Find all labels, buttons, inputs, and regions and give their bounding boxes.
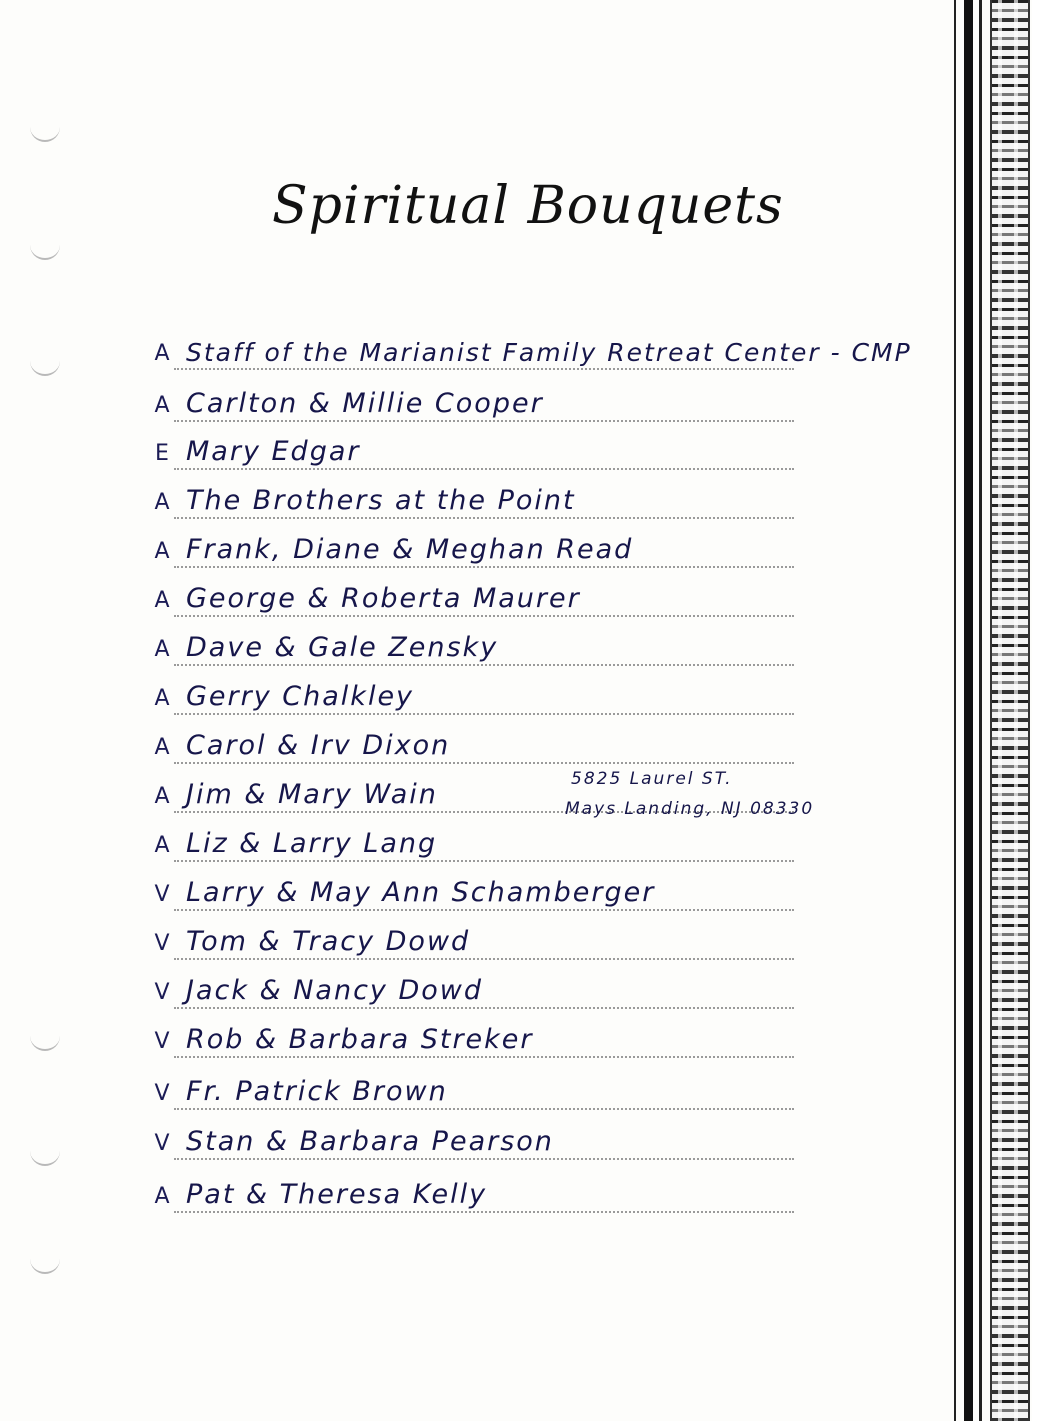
page-title: Spiritual Bouquets [272, 176, 784, 236]
page-edge [1032, 0, 1039, 1421]
list-item [150, 871, 910, 911]
dotted-line [174, 517, 794, 519]
dotted-line [174, 1108, 794, 1110]
entry-name: Pat & Theresa Kelly [186, 1179, 488, 1210]
entry-name: Frank, Diane & Meghan Read [186, 534, 634, 565]
border-rule-thin [979, 0, 982, 1421]
entry-marker: E [155, 441, 169, 466]
binder-hole [30, 1150, 60, 1166]
dotted-line [174, 909, 794, 911]
entry-name: Liz & Larry Lang [186, 828, 438, 859]
border-rule-thin [954, 0, 956, 1421]
list-item [150, 969, 910, 1009]
list-item [150, 479, 910, 519]
dotted-line [174, 1056, 794, 1058]
handwritten-address [565, 764, 814, 824]
entry-name: Larry & May Ann Schamberger [186, 877, 656, 908]
dotted-line [174, 1211, 794, 1213]
entry-name: George & Roberta Maurer [186, 583, 581, 614]
entry-marker: A [154, 588, 170, 613]
list-item [150, 577, 910, 617]
entry-marker: A [154, 393, 170, 418]
entry-marker: A [154, 735, 170, 760]
entry-name: The Brothers at the Point [186, 485, 576, 516]
binder-hole [30, 244, 60, 260]
entry-name: Staff of the Marianist Family Retreat Center - CMP [186, 338, 912, 367]
entry-marker: V [154, 882, 170, 907]
entry-marker: A [154, 341, 170, 366]
entry-marker: V [154, 980, 170, 1005]
dotted-line [174, 468, 794, 470]
entry-name: Gerry Chalkley [186, 681, 415, 712]
entry-name: Dave & Gale Zensky [186, 632, 499, 663]
dotted-line [174, 566, 794, 568]
binder-hole [30, 1258, 60, 1274]
dotted-line [174, 664, 794, 666]
entry-name: Carol & Irv Dixon [186, 730, 451, 761]
binder-hole [30, 360, 60, 376]
list-item [150, 330, 910, 370]
entry-marker: A [154, 686, 170, 711]
dotted-line [174, 958, 794, 960]
address-line-2: Mays Landing, NJ 08330 [565, 799, 815, 819]
entry-name: Carlton & Millie Cooper [186, 388, 544, 419]
entry-marker: A [154, 833, 170, 858]
list-item [150, 430, 910, 470]
list-item [150, 626, 910, 666]
entry-name: Jack & Nancy Dowd [186, 975, 483, 1006]
list-item [150, 382, 910, 422]
dotted-line [174, 1007, 794, 1009]
list-item [150, 1173, 910, 1213]
dotted-line [174, 1158, 794, 1160]
entry-name: Stan & Barbara Pearson [186, 1126, 554, 1157]
dotted-line [174, 368, 794, 370]
entry-name: Rob & Barbara Streker [186, 1024, 534, 1055]
entry-marker: V [154, 1131, 170, 1156]
binder-hole [30, 1035, 60, 1051]
entry-name: Jim & Mary Wain [186, 779, 438, 810]
list-item [150, 920, 910, 960]
list-item [150, 724, 910, 764]
entry-name: Tom & Tracy Dowd [186, 926, 471, 957]
decorative-border-pattern [992, 0, 1024, 1421]
address-line-1: 5825 Laurel ST. [571, 769, 733, 789]
list-item [150, 1120, 910, 1160]
entry-marker: V [154, 931, 170, 956]
entry-marker: V [154, 1029, 170, 1054]
border-rule-thick [964, 0, 973, 1421]
entry-name: Fr. Patrick Brown [186, 1076, 448, 1107]
list-item [150, 1070, 910, 1110]
entry-marker: A [154, 784, 170, 809]
page-border-rules [948, 0, 988, 1421]
list-item [150, 822, 910, 862]
dotted-line [174, 860, 794, 862]
binder-hole [30, 126, 60, 142]
dotted-line [174, 713, 794, 715]
entry-marker: A [154, 539, 170, 564]
list-item [150, 675, 910, 715]
dotted-line [174, 615, 794, 617]
list-item [150, 1018, 910, 1058]
entry-marker: A [154, 637, 170, 662]
entry-marker: V [154, 1081, 170, 1106]
entry-name: Mary Edgar [186, 436, 361, 467]
list-item [150, 528, 910, 568]
entry-marker: A [154, 490, 170, 515]
dotted-line [174, 420, 794, 422]
entry-marker: A [154, 1184, 170, 1209]
